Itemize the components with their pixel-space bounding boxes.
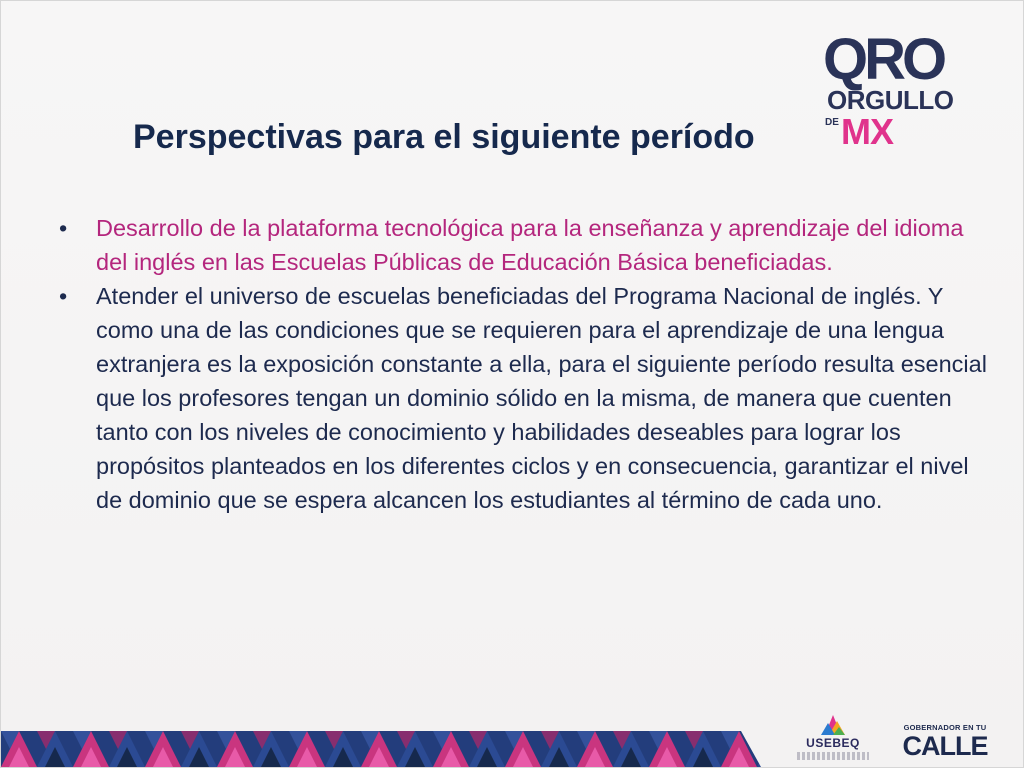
bullet-text: Desarrollo de la plataforma tecnológica para la enseñanza y aprendizaje del idioma del inglés en las Escuelas Públicas de Educación Básica beneficiadas. (96, 215, 964, 275)
bullet-item (59, 279, 989, 517)
bullet-item (59, 211, 989, 279)
qro-logo-text: QRO (823, 27, 944, 92)
calle-logo-top-text: GOBERNADOR EN TU (903, 723, 987, 732)
slide-title: Perspectivas para el siguiente período (133, 118, 755, 156)
bullet-marker: • (59, 215, 68, 241)
calle-logo-main-text: CALLE (902, 731, 988, 761)
usebeq-logo-text: USEBEQ (806, 736, 860, 750)
usebeq-tagline (797, 752, 869, 760)
de-logo-text: DE (825, 117, 839, 128)
usebeq-logo (793, 713, 873, 765)
bullet-marker: • (59, 283, 68, 309)
qro-orgullo-mx-logo (819, 27, 979, 157)
bullet-text: Atender el universo de escuelas beneficiadas del Programa Nacional de inglés. Y como una de las condiciones que se requieren para el aprendizaje de una lengua extranjera es la exposición constante a ella, para el siguiente período resulta esencial que los profesores tengan un dominio sólido en la misma, de manera que cuenten tanto con los niveles de conocimiento y habilidades deseables para lograr los propósitos planteados en los diferentes ciclos y en consecuencia, garantizar el nivel de dominio que se espera alcancen los estudiantes al término de cada uno. (96, 283, 987, 513)
decorative-zigzag-band (1, 731, 761, 767)
mx-logo-text: MX (841, 111, 893, 152)
bullet-list (59, 211, 989, 517)
gobernador-en-tu-calle-logo (899, 723, 991, 765)
orgullo-logo-text: ORGULLO (827, 85, 954, 115)
